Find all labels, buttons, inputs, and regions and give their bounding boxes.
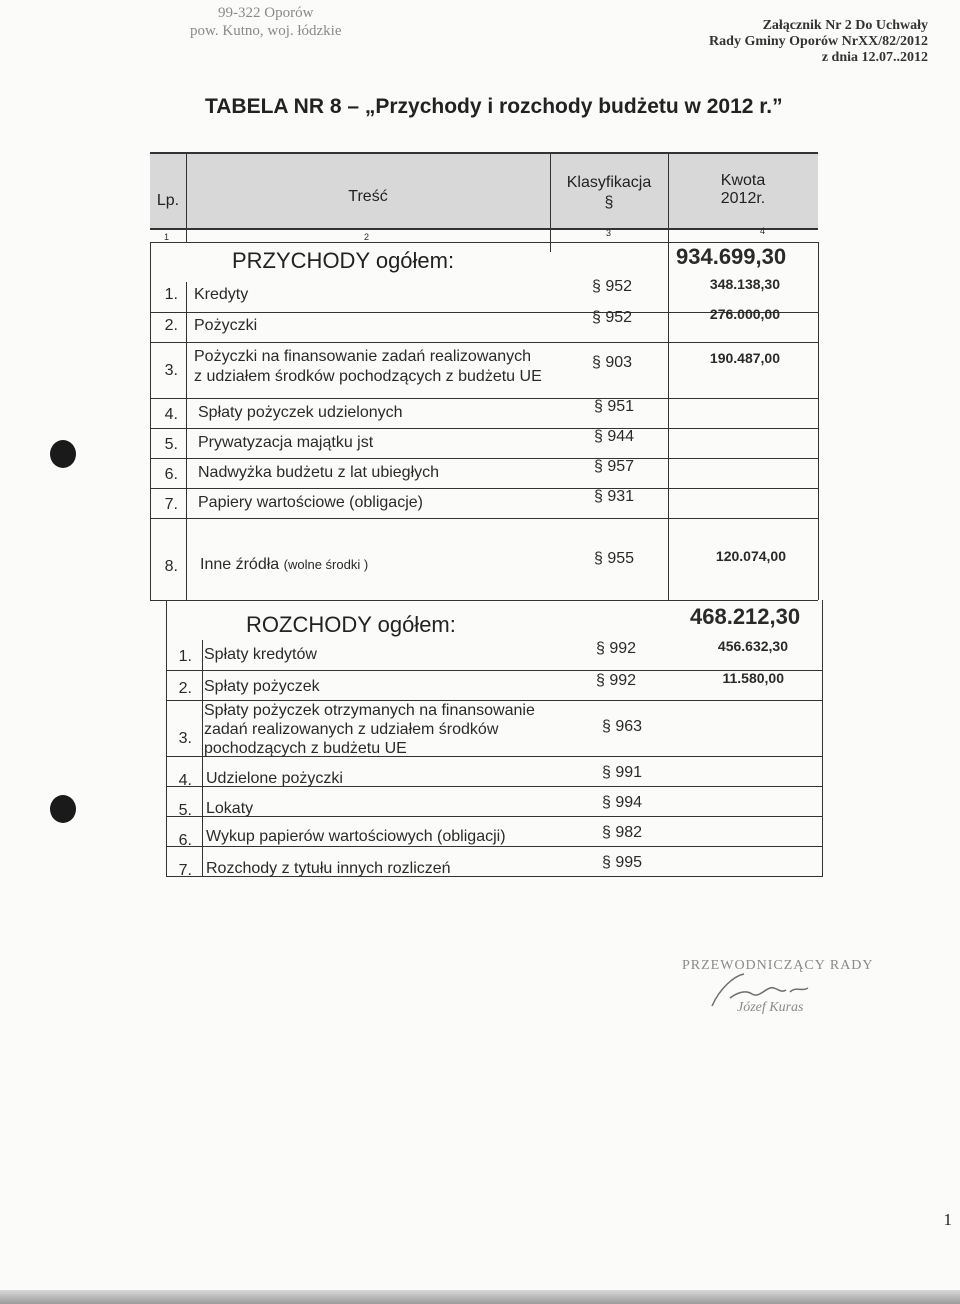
rule <box>822 600 823 876</box>
row-tresc: Nadwyżka budżetu z lat ubiegłych <box>198 464 440 481</box>
rule <box>150 242 151 600</box>
row-kwota: 348.138,30 <box>709 276 780 292</box>
row-paragraph: § 995 <box>602 854 643 871</box>
punch-hole <box>50 440 76 468</box>
row-lp: 8. <box>164 558 178 575</box>
row-lp: 6. <box>164 466 178 483</box>
row-paragraph: § 994 <box>602 794 643 811</box>
row-kwota: 11.580,00 <box>722 670 784 686</box>
row-tresc-main: Inne źródła <box>200 556 280 573</box>
stamp-line-1: 99-322 Oporów <box>218 5 314 21</box>
rule <box>668 242 669 600</box>
header-lp: Lp. <box>156 192 180 209</box>
row-lp: 2. <box>178 680 192 697</box>
attachment-line-3: z dnia 12.07..2012 <box>821 50 928 65</box>
row-tresc-line-3: pochodzących z budżetu UE <box>204 740 407 757</box>
row-paragraph: § 951 <box>594 398 635 415</box>
przychody-label: PRZYCHODY ogółem: <box>232 248 455 273</box>
row-tresc: Papiery wartościowe (obligacje) <box>198 494 423 511</box>
row-tresc: Pożyczki <box>194 317 258 334</box>
row-lp: 6. <box>178 832 192 849</box>
rule <box>166 816 823 817</box>
document-title: TABELA NR 8 – „Przychody i rozchody budżetu w 2012 r.” <box>205 95 783 118</box>
row-paragraph: § 952 <box>592 278 633 295</box>
signature-title: PRZEWODNICZĄCY RADY <box>682 958 874 973</box>
rozchody-label: ROZCHODY ogółem: <box>246 612 456 637</box>
header-kwota: Kwota <box>720 172 766 189</box>
row-kwota: 120.074,00 <box>715 548 786 564</box>
row-lp: 4. <box>178 772 192 789</box>
przychody-total: 934.699,30 <box>676 244 787 269</box>
scan-edge <box>0 1290 960 1304</box>
rule <box>150 488 818 489</box>
row-paragraph: § 992 <box>596 640 637 657</box>
row-tresc: Spłaty kredytów <box>204 646 317 663</box>
row-tresc-line-1: Pożyczki na finansowanie zadań realizowanych <box>194 348 532 365</box>
row-paragraph: § 931 <box>594 488 635 505</box>
row-tresc: Spłaty pożyczek <box>204 678 320 695</box>
municipality-stamp <box>190 4 342 40</box>
header-paragraph-sign: § <box>604 194 614 211</box>
rule <box>150 342 818 343</box>
row-kwota: 190.487,00 <box>709 350 780 366</box>
row-tresc: Rozchody z tytułu innych rozliczeń <box>206 860 451 877</box>
row-tresc: Kredyty <box>194 286 249 303</box>
row-tresc: Lokaty <box>206 800 254 817</box>
attachment-line-2: Rady Gminy Oporów NrXX/82/2012 <box>709 34 928 49</box>
rule <box>150 398 818 399</box>
row-lp: 3. <box>164 362 178 379</box>
rule <box>166 600 167 876</box>
row-paragraph: § 957 <box>594 458 635 475</box>
row-tresc-line-2: zadań realizowanych z udziałem środków <box>204 721 499 738</box>
rule <box>150 152 818 154</box>
row-lp: 1. <box>178 648 192 665</box>
rule <box>550 242 551 252</box>
rule <box>202 640 203 876</box>
row-paragraph: § 955 <box>594 550 635 567</box>
row-lp: 2. <box>164 317 178 334</box>
rozchody-total: 468.212,30 <box>690 604 801 629</box>
row-paragraph: § 963 <box>602 718 643 735</box>
header-tresc: Treść <box>348 188 388 205</box>
row-lp: 5. <box>178 802 192 819</box>
row-tresc: Prywatyzacja majątku jst <box>198 434 374 451</box>
row-tresc: Spłaty pożyczek udzielonych <box>198 404 403 421</box>
rule <box>150 228 818 230</box>
row-paragraph: § 952 <box>592 309 633 326</box>
attachment-note <box>709 18 928 66</box>
header-year: 2012r. <box>720 190 766 207</box>
punch-hole <box>50 795 76 823</box>
row-kwota: 456.632,30 <box>717 638 788 654</box>
rule <box>150 242 818 243</box>
column-number: 1 <box>164 232 170 242</box>
row-paragraph: § 992 <box>596 672 637 689</box>
rule <box>150 428 818 429</box>
row-paragraph: § 903 <box>592 354 633 371</box>
column-number: 2 <box>364 232 370 242</box>
rule <box>150 600 818 601</box>
row-tresc: Wykup papierów wartościowych (obligacji) <box>206 828 506 845</box>
row-lp: 4. <box>164 406 178 423</box>
rule <box>166 700 823 701</box>
rule <box>166 846 823 847</box>
row-kwota: 276.000,00 <box>709 306 780 322</box>
row-paragraph: § 944 <box>594 428 635 445</box>
page-number: 1 <box>943 1210 952 1229</box>
row-tresc-line-1: Spłaty pożyczek otrzymanych na finansowanie <box>204 702 535 719</box>
row-lp: 1. <box>164 286 178 303</box>
rule <box>150 458 818 459</box>
row-tresc-line-2: z udziałem środków pochodzących z budżetu UE <box>194 368 542 385</box>
attachment-line-1: Załącznik Nr 2 Do Uchwały <box>762 18 928 33</box>
row-lp: 5. <box>164 436 178 453</box>
column-number: 4 <box>760 226 766 236</box>
row-tresc <box>200 556 368 574</box>
row-lp: 3. <box>178 730 192 747</box>
row-lp: 7. <box>178 862 192 879</box>
row-paragraph: § 991 <box>602 764 643 781</box>
row-tresc: Udzielone pożyczki <box>206 770 343 787</box>
rule <box>150 518 818 519</box>
rule <box>186 282 187 600</box>
stamp-line-2: pow. Kutno, woj. łódzkie <box>190 23 342 39</box>
rule <box>818 242 819 600</box>
header-klasyfikacja: Klasyfikacja <box>566 174 652 191</box>
signature-name: Józef Kuras <box>737 1000 804 1015</box>
row-lp: 7. <box>164 496 178 513</box>
row-tresc-note: (wolne środki ) <box>283 557 369 572</box>
row-paragraph: § 982 <box>602 824 643 841</box>
column-number: 3 <box>606 228 612 238</box>
